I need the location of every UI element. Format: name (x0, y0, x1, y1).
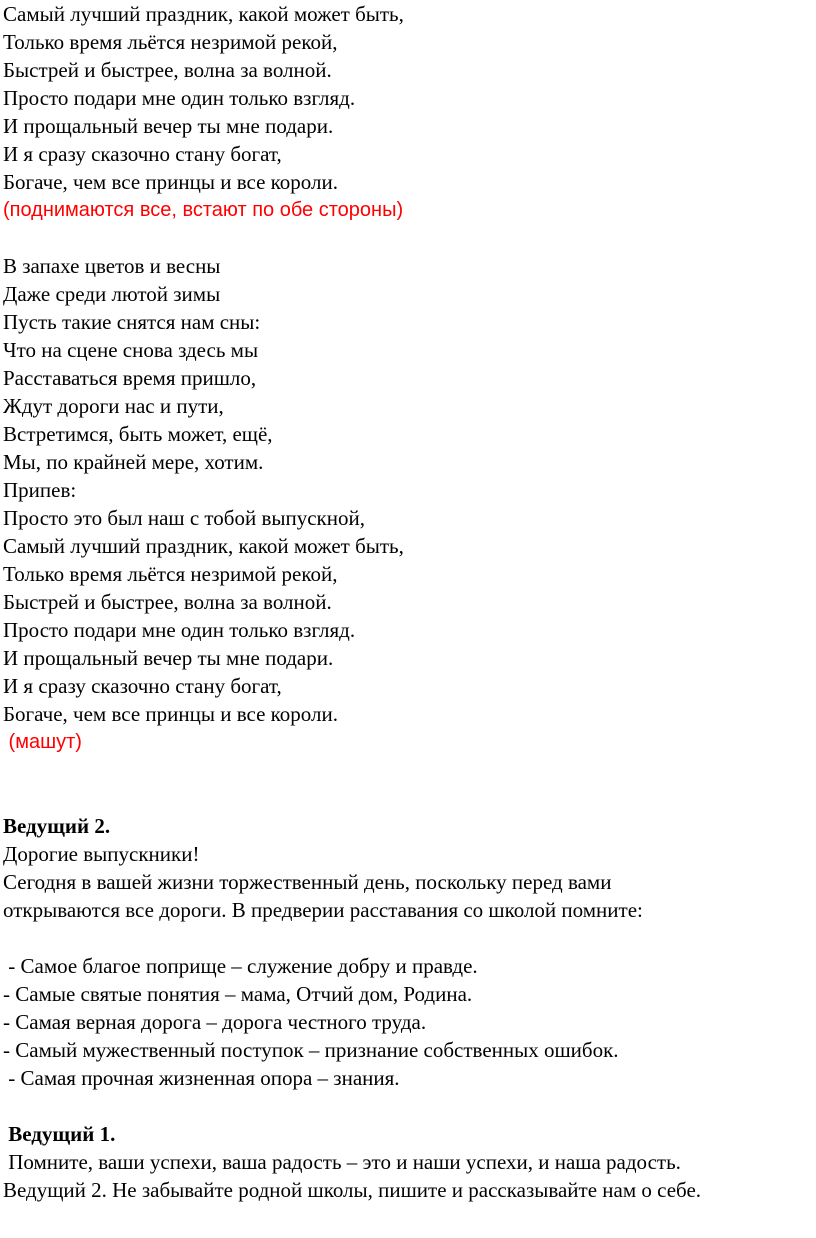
blank-line (3, 224, 813, 252)
verse-line: И прощальный вечер ты мне подари. (3, 114, 334, 138)
stage-direction: (поднимаются все, встают по обе стороны) (3, 199, 404, 221)
speech-line: Дорогие выпускники! (3, 842, 200, 866)
blank-line (3, 1092, 813, 1120)
verse-2 (3, 252, 813, 476)
verse-line: Просто подари мне один только взгляд. (3, 86, 356, 110)
document-page (3, 0, 813, 1204)
chorus-line: Самый лучший праздник, какой может быть, (3, 534, 404, 558)
verse-line: Встретимся, быть может, ещё, (3, 422, 273, 446)
precept-item: - Самый мужественный поступок – признание собственных ошибок. (3, 1038, 619, 1062)
chorus-line: Просто подари мне один только взгляд. (3, 618, 356, 642)
verse-line: Что на сцене снова здесь мы (3, 338, 259, 362)
chorus-line: Богаче, чем все принцы и все короли. (3, 702, 338, 726)
chorus-line: Только время льётся незримой рекой, (3, 562, 338, 586)
stage-direction: (машут) (3, 731, 82, 753)
verse-line: В запахе цветов и весны (3, 254, 221, 278)
chorus-line: И прощальный вечер ты мне подари. (3, 646, 334, 670)
chorus-line: Быстрей и быстрее, волна за волной. (3, 590, 332, 614)
verse-line: Богаче, чем все принцы и все короли. (3, 170, 338, 194)
verse-line: Ждут дороги нас и пути, (3, 394, 224, 418)
speech-line: Сегодня в вашей жизни торжественный день, поскольку перед вами (3, 870, 612, 894)
verse-line: Даже среди лютой зимы (3, 282, 221, 306)
verse-end (3, 0, 813, 196)
blank-line (3, 756, 813, 784)
chorus (3, 504, 813, 728)
speech-1 (3, 1148, 813, 1204)
precepts-list (3, 952, 813, 1092)
precept-item: - Самое благое поприще – служение добру и правде. (3, 954, 478, 978)
verse-line: Пусть такие снятся нам сны: (3, 310, 261, 334)
precept-item: - Самая верная дорога – дорога честного труда. (3, 1010, 427, 1034)
speech-line: Помните, ваши успехи, ваша радость – это и наши успехи, и наша радость. (3, 1150, 681, 1174)
chorus-label: Припев: (3, 478, 77, 502)
precept-item: - Самые святые понятия – мама, Отчий дом, Родина. (3, 982, 473, 1006)
speaker-heading: Ведущий 2. (3, 814, 111, 838)
verse-line: Самый лучший праздник, какой может быть, (3, 2, 404, 26)
verse-line: Быстрей и быстрее, волна за волной. (3, 58, 332, 82)
chorus-line: Просто это был наш с тобой выпускной, (3, 506, 365, 530)
chorus-line: И я сразу сказочно стану богат, (3, 674, 282, 698)
verse-line: Мы, по крайней мере, хотим. (3, 450, 264, 474)
blank-line (3, 924, 813, 952)
verse-line: И я сразу сказочно стану богат, (3, 142, 282, 166)
verse-line: Только время льётся незримой рекой, (3, 30, 338, 54)
speech-line: открываются все дороги. В предверии расставания со школой помните: (3, 898, 643, 922)
speaker-heading: Ведущий 1. (3, 1122, 116, 1146)
blank-line (3, 784, 813, 812)
precept-item: - Самая прочная жизненная опора – знания. (3, 1066, 400, 1090)
speech-2 (3, 840, 813, 924)
speech-line: Ведущий 2. Не забывайте родной школы, пишите и рассказывайте нам о себе. (3, 1178, 702, 1202)
verse-line: Расставаться время пришло, (3, 366, 257, 390)
